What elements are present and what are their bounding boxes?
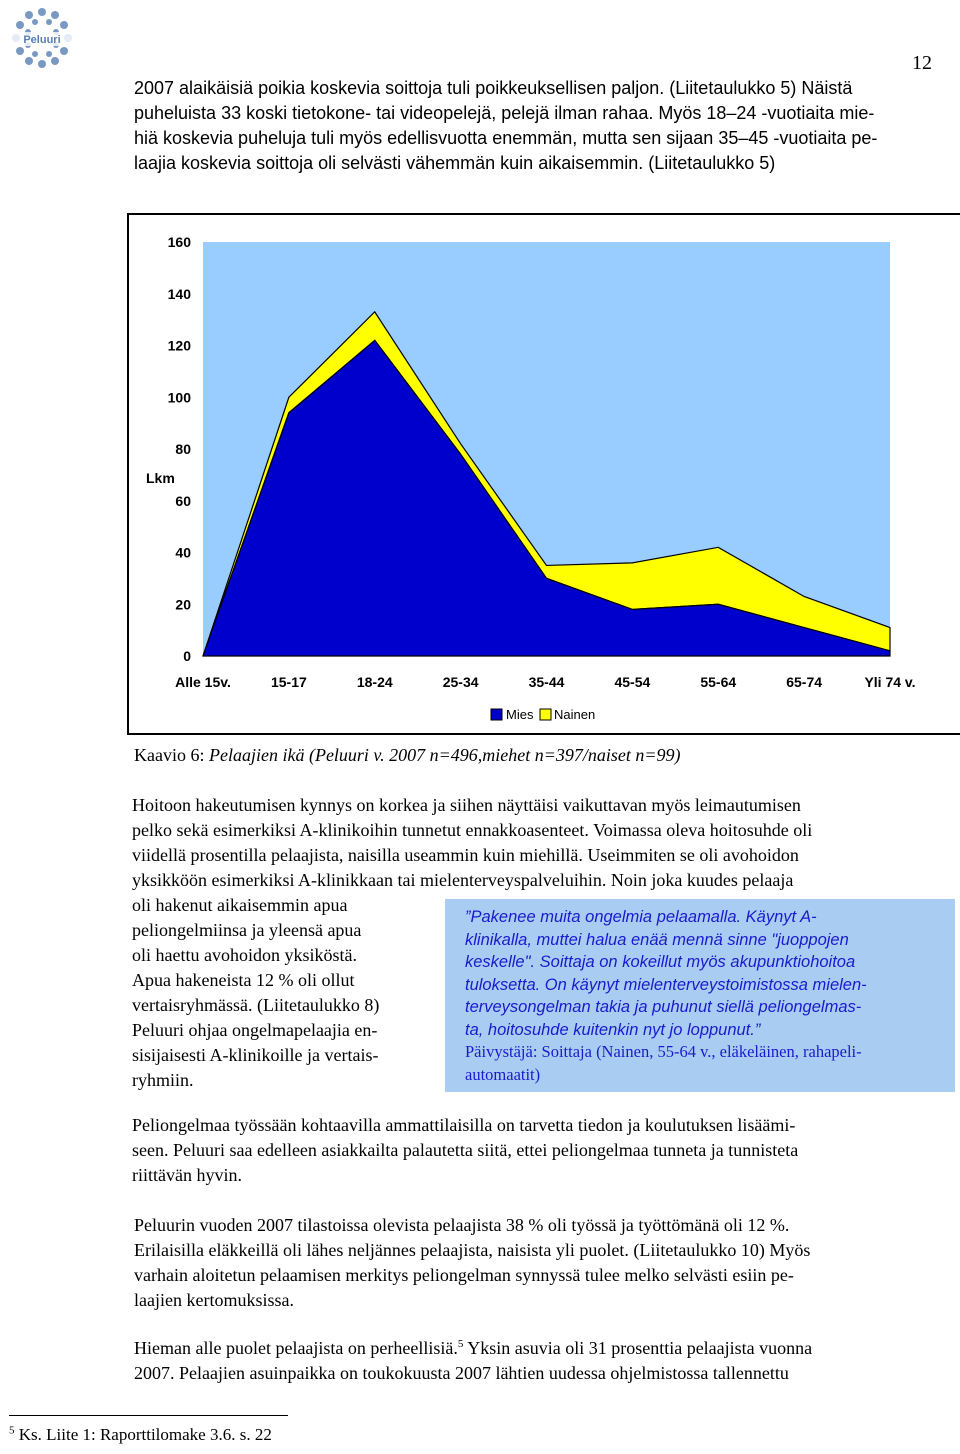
text-line: hiä koskevia puheluja tuli myös edellisvuotta enemmän, mutta sen sijaan 35–45 -vuotiaita pe- <box>134 128 878 148</box>
quote-line: keskelle". Soittaja on kokeillut myös akupunktiohoitoa <box>465 953 856 971</box>
text-line: ryhmiin. <box>132 1070 194 1090</box>
text-line: Hoitoon hakeutumisen kynnys on korkea ja siihen näyttäisi vaikuttavan myös leimautumisen <box>132 795 801 815</box>
treatment-paragraph <box>132 793 812 893</box>
text-line: Apua hakeneista 12 % oli ollut <box>132 970 355 990</box>
y-tick-label: 20 <box>175 596 191 613</box>
legend-swatch-mies <box>491 709 502 720</box>
text-line: oli haettu avohoidon yksiköstä. <box>132 945 357 965</box>
age-chart <box>127 213 960 735</box>
x-tick-label: 55-64 <box>700 674 737 690</box>
text-line: sisijaisesti A-klinikoille ja vertais- <box>132 1045 379 1065</box>
text-line: Peluurin vuoden 2007 tilastoissa olevista pelaajista 38 % oli työssä ja työttömänä oli 12 %. <box>134 1215 790 1235</box>
caption-text: Pelaajien ikä (Peluuri v. 2007 n=496,miehet n=397/naiset n=99) <box>208 745 681 765</box>
employment-paragraph <box>134 1213 810 1313</box>
quote-line: terveysongelman takia ja puhunut siellä peliongelmas- <box>465 998 862 1016</box>
intro-paragraph <box>134 76 877 176</box>
quote-source <box>465 1041 943 1086</box>
text-line: riittävän hyvin. <box>132 1165 242 1185</box>
x-tick-label: 65-74 <box>786 674 823 690</box>
text-line: Erilaisilla eläkkeillä oli lähes neljännes pelaajista, naisista yli puolet. (Liitetaulukko 10) Myös <box>134 1240 811 1260</box>
y-tick-label: 140 <box>167 285 191 302</box>
quote-line: klinikalla, muttei halua enää mennä sinne "juoppojen <box>465 930 849 949</box>
chart-svg <box>129 215 960 733</box>
page-number: 12 <box>912 52 932 74</box>
footnote-text: Ks. Liite 1: Raporttilomake 3.6. s. 22 <box>14 1425 272 1444</box>
y-tick-label: 120 <box>167 337 191 354</box>
text-line: pelko sekä esimerkiksi A-klinikoihin tunnetut ennakkoasenteet. Voimassa oleva hoitosuhde oli <box>132 820 813 840</box>
y-tick-label: 160 <box>167 234 191 250</box>
x-tick-label: 35-44 <box>528 674 565 690</box>
x-tick-label: 15-17 <box>270 674 307 690</box>
text-line <box>134 1336 812 1361</box>
footnote-number: 5 <box>9 1424 15 1437</box>
y-tick-label: 60 <box>175 492 191 509</box>
text-line: laajien kertomuksissa. <box>134 1290 294 1310</box>
text-line: yksikköön esimerkiksi A-klinikkaan tai mielenterveyspalveluihin. Noin joka kuudes pelaaja <box>132 870 794 890</box>
footnote <box>9 1425 272 1445</box>
caption-label: Kaavio 6: <box>134 745 209 765</box>
footnote-ref: 5 <box>457 1338 464 1350</box>
text-line: puheluista 33 koski tietokone- tai videopelejä, pelejä ilman rahaa. Myös 18–24 -vuotiaita mie- <box>134 103 875 123</box>
quote-box <box>445 899 955 1092</box>
text-line: oli hakenut aikaisemmin apua <box>132 895 348 915</box>
x-tick-label: 45-54 <box>614 674 651 690</box>
y-tick-label: 0 <box>183 648 191 664</box>
text-line: Peluuri ohjaa ongelmapelaajia en- <box>132 1020 378 1040</box>
text-segment: Hieman alle puolet pelaajista on perheellisiä. <box>134 1338 458 1358</box>
y-axis-label: Lkm <box>146 470 175 486</box>
quote-line: ”Pakenee muita ongelmia pelaamalla. Käynyt A- <box>465 908 817 926</box>
quote-line: ta, hoitosuhde kuitenkin nyt jo loppunut.” <box>465 1020 761 1039</box>
text-line: 2007. Pelaajien asuinpaikka on toukokuusta 2007 lähtien uudessa ohjelmistossa tallennettu <box>134 1363 789 1383</box>
chart-caption <box>134 745 681 766</box>
text-line: peliongelmiinsa ja yleensä apua <box>132 920 362 940</box>
logo-wordmark: Peluuri <box>23 34 61 46</box>
legend-swatch-nainen <box>540 709 551 720</box>
treatment-paragraph-continued <box>132 893 379 1093</box>
legend-label-mies: Mies <box>506 707 534 722</box>
family-paragraph <box>134 1336 812 1386</box>
x-tick-label: 18-24 <box>356 674 393 690</box>
text-line: laajia koskevia soittoja oli selvästi vähemmän kuin aikaisemmin. (Liitetaulukko 5) <box>134 153 776 173</box>
footnote-divider <box>9 1415 288 1416</box>
y-tick-label: 100 <box>167 389 191 406</box>
text-line: seen. Peluuri saa edelleen asiakkailta palautetta siitä, ettei peliongelmaa tunneta ja tunnisteta <box>132 1140 799 1160</box>
text-line: vertaisryhmässä. (Liitetaulukko 8) <box>132 995 380 1015</box>
quote-source-line: automaatit) <box>465 1064 541 1084</box>
quote-line: tuloksetta. On käynyt mielenterveystoimistossa mielen- <box>465 975 867 994</box>
text-line: viidellä prosentilla pelaajista, naisilla useammin kuin miehillä. Useimmiten se oli avohoidon <box>132 845 799 865</box>
quote-text <box>465 906 943 1041</box>
peluuri-logo <box>2 2 82 74</box>
text-segment: Yksin asuvia oli 31 prosenttia pelaajista vuonna <box>463 1338 813 1358</box>
text-line: varhain aloitetun pelaamisen merkitys peliongelman synnyssä tulee melko selvästi esiin pe- <box>134 1265 794 1285</box>
y-tick-label: 40 <box>175 544 191 561</box>
text-line: Peliongelmaa työssään kohtaavilla ammattilaisilla on tarvetta tiedon ja koulutuksen lisäämi- <box>132 1115 796 1135</box>
quote-source-line: Päivystäjä: Soittaja (Nainen, 55-64 v., eläkeläinen, rahapeli- <box>465 1042 862 1061</box>
x-tick-label: Yli 74 v. <box>864 674 916 690</box>
x-tick-label: 25-34 <box>442 674 479 690</box>
x-tick-label: Alle 15v. <box>175 674 231 690</box>
legend-label-nainen: Nainen <box>554 707 596 722</box>
y-tick-label: 80 <box>175 441 191 457</box>
professionals-paragraph <box>132 1113 798 1188</box>
text-line: 2007 alaikäisiä poikia koskevia soittoja tuli poikkeuksellisen paljon. (Liitetaulukko 5) Näistä <box>134 78 853 98</box>
